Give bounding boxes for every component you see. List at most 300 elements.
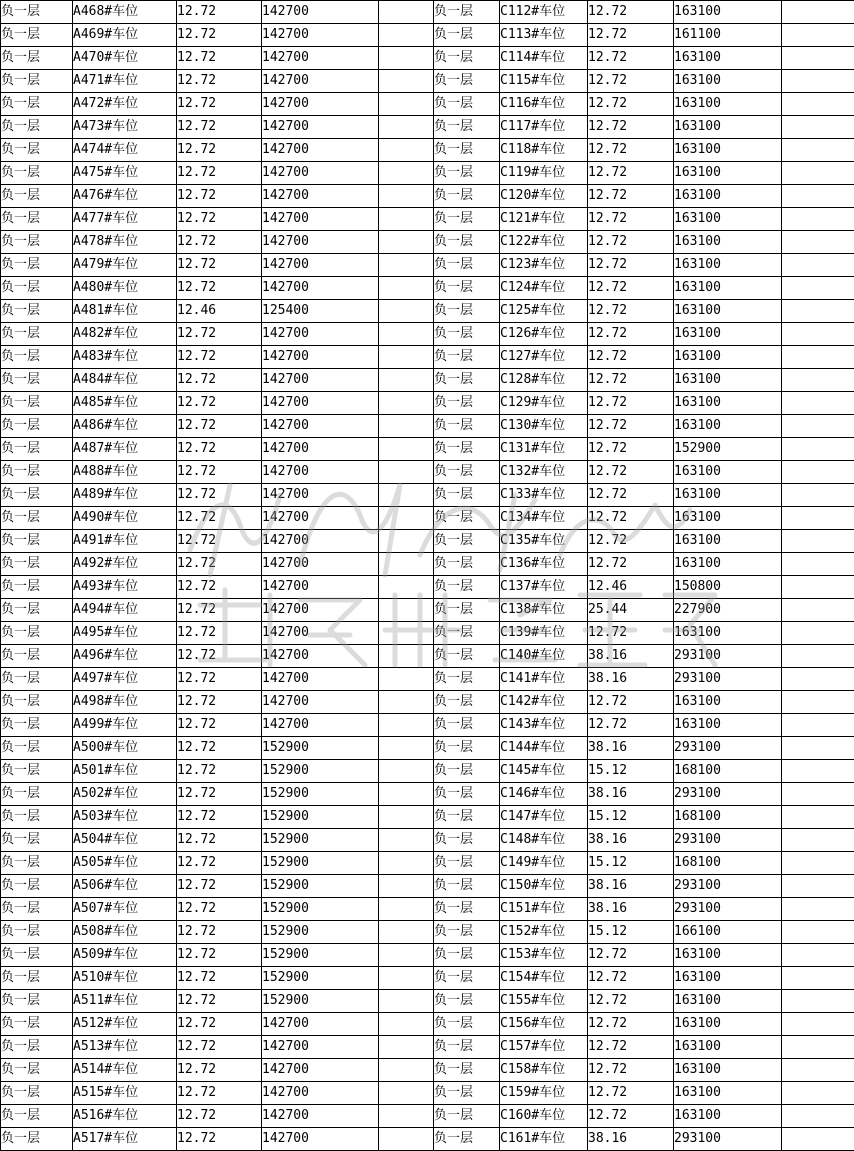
price-cell: 168100	[674, 760, 782, 783]
floor-cell: 负一层	[1, 415, 73, 438]
space-number-cell: C117#车位	[500, 116, 588, 139]
space-number-cell: A504#车位	[73, 829, 177, 852]
floor-cell: 负一层	[434, 162, 500, 185]
price-cell: 142700	[262, 369, 379, 392]
price-cell: 163100	[674, 300, 782, 323]
area-cell: 12.72	[177, 438, 262, 461]
blank-cell	[782, 1105, 854, 1128]
table-row	[1, 1013, 854, 1036]
area-cell: 12.72	[588, 461, 674, 484]
blank-cell	[379, 277, 434, 300]
area-cell: 12.72	[177, 139, 262, 162]
area-cell: 38.16	[588, 645, 674, 668]
area-cell: 12.72	[177, 668, 262, 691]
price-cell: 142700	[262, 714, 379, 737]
table-row	[1, 622, 854, 645]
blank-cell	[379, 1, 434, 24]
space-number-cell: C134#车位	[500, 507, 588, 530]
price-cell: 152900	[262, 760, 379, 783]
price-cell: 142700	[262, 231, 379, 254]
table-row	[1, 346, 854, 369]
area-cell: 12.72	[177, 507, 262, 530]
area-cell: 12.72	[177, 1082, 262, 1105]
floor-cell: 负一层	[434, 438, 500, 461]
floor-cell: 负一层	[434, 300, 500, 323]
blank-cell	[379, 438, 434, 461]
area-cell: 12.72	[588, 1059, 674, 1082]
space-number-cell: A478#车位	[73, 231, 177, 254]
space-number-cell: A470#车位	[73, 47, 177, 70]
floor-cell: 负一层	[434, 760, 500, 783]
floor-cell: 负一层	[1, 70, 73, 93]
floor-cell: 负一层	[1, 1013, 73, 1036]
space-number-cell: A480#车位	[73, 277, 177, 300]
area-cell: 12.72	[588, 438, 674, 461]
area-cell: 12.72	[588, 944, 674, 967]
table-row	[1, 760, 854, 783]
area-cell: 12.72	[588, 530, 674, 553]
price-cell: 142700	[262, 461, 379, 484]
floor-cell: 负一层	[1, 392, 73, 415]
floor-cell: 负一层	[1, 93, 73, 116]
price-cell: 163100	[674, 346, 782, 369]
space-number-cell: C138#车位	[500, 599, 588, 622]
price-cell: 161100	[674, 24, 782, 47]
floor-cell: 负一层	[1, 1, 73, 24]
space-number-cell: A487#车位	[73, 438, 177, 461]
space-number-cell: A492#车位	[73, 553, 177, 576]
blank-cell	[379, 806, 434, 829]
blank-cell	[782, 369, 854, 392]
price-cell: 150800	[674, 576, 782, 599]
table-row	[1, 576, 854, 599]
floor-cell: 负一层	[1, 576, 73, 599]
floor-cell: 负一层	[434, 783, 500, 806]
price-cell: 142700	[262, 415, 379, 438]
area-cell: 12.72	[588, 185, 674, 208]
blank-cell	[379, 185, 434, 208]
space-number-cell: C161#车位	[500, 1128, 588, 1151]
area-cell: 12.72	[177, 231, 262, 254]
area-cell: 38.16	[588, 1128, 674, 1151]
table-row	[1, 691, 854, 714]
area-cell: 12.72	[588, 1105, 674, 1128]
space-number-cell: C154#车位	[500, 967, 588, 990]
area-cell: 12.72	[177, 990, 262, 1013]
space-number-cell: A495#车位	[73, 622, 177, 645]
space-number-cell: A496#车位	[73, 645, 177, 668]
price-cell: 142700	[262, 346, 379, 369]
blank-cell	[379, 1082, 434, 1105]
price-cell: 163100	[674, 1036, 782, 1059]
price-cell: 142700	[262, 622, 379, 645]
floor-cell: 负一层	[1, 277, 73, 300]
price-cell: 142700	[262, 24, 379, 47]
floor-cell: 负一层	[1, 599, 73, 622]
space-number-cell: A482#车位	[73, 323, 177, 346]
price-cell: 163100	[674, 530, 782, 553]
price-cell: 152900	[262, 967, 379, 990]
floor-cell: 负一层	[434, 70, 500, 93]
space-number-cell: A489#车位	[73, 484, 177, 507]
space-number-cell: C128#车位	[500, 369, 588, 392]
floor-cell: 负一层	[434, 277, 500, 300]
space-number-cell: C156#车位	[500, 1013, 588, 1036]
price-cell: 163100	[674, 1013, 782, 1036]
table-row	[1, 875, 854, 898]
price-cell: 142700	[262, 1, 379, 24]
price-cell: 163100	[674, 231, 782, 254]
space-number-cell: C119#车位	[500, 162, 588, 185]
floor-cell: 负一层	[434, 530, 500, 553]
area-cell: 12.46	[177, 300, 262, 323]
table-row	[1, 461, 854, 484]
blank-cell	[782, 530, 854, 553]
blank-cell	[379, 415, 434, 438]
table-row	[1, 530, 854, 553]
floor-cell: 负一层	[1, 668, 73, 691]
blank-cell	[379, 254, 434, 277]
floor-cell: 负一层	[434, 24, 500, 47]
area-cell: 12.72	[177, 323, 262, 346]
space-number-cell: A494#车位	[73, 599, 177, 622]
floor-cell: 负一层	[434, 852, 500, 875]
space-number-cell: C153#车位	[500, 944, 588, 967]
blank-cell	[379, 898, 434, 921]
space-number-cell: A479#车位	[73, 254, 177, 277]
area-cell: 12.72	[588, 93, 674, 116]
price-cell: 142700	[262, 530, 379, 553]
blank-cell	[782, 783, 854, 806]
blank-cell	[782, 70, 854, 93]
blank-cell	[782, 737, 854, 760]
space-number-cell: C124#车位	[500, 277, 588, 300]
floor-cell: 负一层	[434, 116, 500, 139]
area-cell: 12.72	[588, 47, 674, 70]
space-number-cell: A516#车位	[73, 1105, 177, 1128]
blank-cell	[379, 714, 434, 737]
area-cell: 38.16	[588, 668, 674, 691]
blank-cell	[782, 415, 854, 438]
table-row	[1, 1105, 854, 1128]
blank-cell	[379, 162, 434, 185]
price-cell: 168100	[674, 852, 782, 875]
area-cell: 12.72	[177, 415, 262, 438]
blank-cell	[379, 967, 434, 990]
area-cell: 12.72	[177, 461, 262, 484]
area-cell: 12.72	[177, 714, 262, 737]
table-row	[1, 507, 854, 530]
blank-cell	[379, 369, 434, 392]
floor-cell: 负一层	[1, 944, 73, 967]
price-cell: 142700	[262, 1013, 379, 1036]
floor-cell: 负一层	[434, 1013, 500, 1036]
price-cell: 152900	[262, 829, 379, 852]
blank-cell	[379, 1105, 434, 1128]
floor-cell: 负一层	[434, 323, 500, 346]
blank-cell	[782, 1013, 854, 1036]
space-number-cell: C114#车位	[500, 47, 588, 70]
price-cell: 125400	[262, 300, 379, 323]
blank-cell	[782, 1, 854, 24]
blank-cell	[782, 1059, 854, 1082]
price-cell: 142700	[262, 185, 379, 208]
floor-cell: 负一层	[434, 875, 500, 898]
area-cell: 12.72	[177, 760, 262, 783]
space-number-cell: A498#车位	[73, 691, 177, 714]
blank-cell	[782, 622, 854, 645]
floor-cell: 负一层	[434, 990, 500, 1013]
price-cell: 142700	[262, 668, 379, 691]
table-row	[1, 1, 854, 24]
area-cell: 12.72	[177, 622, 262, 645]
price-cell: 142700	[262, 208, 379, 231]
area-cell: 12.72	[177, 392, 262, 415]
price-cell: 163100	[674, 1082, 782, 1105]
space-number-cell: A475#车位	[73, 162, 177, 185]
blank-cell	[379, 852, 434, 875]
blank-cell	[782, 93, 854, 116]
space-number-cell: C144#车位	[500, 737, 588, 760]
space-number-cell: C155#车位	[500, 990, 588, 1013]
floor-cell: 负一层	[434, 921, 500, 944]
floor-cell: 负一层	[434, 461, 500, 484]
floor-cell: 负一层	[1, 622, 73, 645]
area-cell: 12.72	[588, 346, 674, 369]
price-cell: 293100	[674, 875, 782, 898]
floor-cell: 负一层	[1, 1105, 73, 1128]
floor-cell: 负一层	[434, 139, 500, 162]
area-cell: 12.72	[177, 553, 262, 576]
space-number-cell: C115#车位	[500, 70, 588, 93]
floor-cell: 负一层	[1, 1082, 73, 1105]
space-number-cell: C118#车位	[500, 139, 588, 162]
table-body	[1, 1, 854, 1151]
floor-cell: 负一层	[434, 1082, 500, 1105]
space-number-cell: A517#车位	[73, 1128, 177, 1151]
area-cell: 12.72	[588, 622, 674, 645]
price-cell: 142700	[262, 438, 379, 461]
price-cell: 142700	[262, 507, 379, 530]
blank-cell	[782, 1036, 854, 1059]
floor-cell: 负一层	[1, 990, 73, 1013]
price-cell: 142700	[262, 691, 379, 714]
area-cell: 15.12	[588, 852, 674, 875]
floor-cell: 负一层	[1, 300, 73, 323]
table-row	[1, 484, 854, 507]
floor-cell: 负一层	[1, 645, 73, 668]
blank-cell	[782, 967, 854, 990]
blank-cell	[379, 622, 434, 645]
space-number-cell: C116#车位	[500, 93, 588, 116]
space-number-cell: A511#车位	[73, 990, 177, 1013]
price-cell: 152900	[262, 875, 379, 898]
space-number-cell: A485#车位	[73, 392, 177, 415]
area-cell: 12.72	[588, 162, 674, 185]
area-cell: 12.72	[588, 714, 674, 737]
table-row	[1, 208, 854, 231]
price-cell: 152900	[262, 806, 379, 829]
space-number-cell: C145#车位	[500, 760, 588, 783]
blank-cell	[782, 438, 854, 461]
blank-cell	[379, 139, 434, 162]
floor-cell: 负一层	[434, 369, 500, 392]
floor-cell: 负一层	[1, 323, 73, 346]
price-cell: 163100	[674, 323, 782, 346]
area-cell: 12.72	[177, 921, 262, 944]
price-cell: 142700	[262, 484, 379, 507]
price-cell: 163100	[674, 185, 782, 208]
floor-cell: 负一层	[1, 737, 73, 760]
space-number-cell: A493#车位	[73, 576, 177, 599]
area-cell: 12.72	[177, 208, 262, 231]
price-cell: 152900	[262, 737, 379, 760]
floor-cell: 负一层	[434, 507, 500, 530]
table-row	[1, 898, 854, 921]
floor-cell: 负一层	[1, 852, 73, 875]
floor-cell: 负一层	[1, 438, 73, 461]
blank-cell	[379, 70, 434, 93]
area-cell: 12.72	[177, 1013, 262, 1036]
space-number-cell: C135#车位	[500, 530, 588, 553]
area-cell: 12.72	[588, 323, 674, 346]
area-cell: 12.72	[177, 852, 262, 875]
blank-cell	[782, 875, 854, 898]
price-cell: 142700	[262, 162, 379, 185]
floor-cell: 负一层	[434, 967, 500, 990]
space-number-cell: C151#车位	[500, 898, 588, 921]
price-cell: 293100	[674, 898, 782, 921]
space-number-cell: C133#车位	[500, 484, 588, 507]
floor-cell: 负一层	[1, 806, 73, 829]
price-cell: 166100	[674, 921, 782, 944]
blank-cell	[782, 714, 854, 737]
price-cell: 142700	[262, 47, 379, 70]
blank-cell	[379, 507, 434, 530]
table-row	[1, 806, 854, 829]
space-number-cell: A510#车位	[73, 967, 177, 990]
area-cell: 12.72	[177, 185, 262, 208]
floor-cell: 负一层	[434, 346, 500, 369]
area-cell: 12.72	[177, 277, 262, 300]
floor-cell: 负一层	[1, 24, 73, 47]
floor-cell: 负一层	[434, 484, 500, 507]
floor-cell: 负一层	[434, 93, 500, 116]
blank-cell	[379, 47, 434, 70]
area-cell: 12.72	[177, 1036, 262, 1059]
space-number-cell: C129#车位	[500, 392, 588, 415]
area-cell: 12.72	[588, 231, 674, 254]
table-row	[1, 599, 854, 622]
area-cell: 12.72	[177, 369, 262, 392]
table-row	[1, 438, 854, 461]
blank-cell	[379, 392, 434, 415]
table-row	[1, 139, 854, 162]
price-cell: 293100	[674, 737, 782, 760]
space-number-cell: C131#车位	[500, 438, 588, 461]
floor-cell: 负一层	[1, 829, 73, 852]
table-row	[1, 93, 854, 116]
floor-cell: 负一层	[434, 553, 500, 576]
space-number-cell: C139#车位	[500, 622, 588, 645]
blank-cell	[379, 1059, 434, 1082]
blank-cell	[782, 944, 854, 967]
price-cell: 163100	[674, 691, 782, 714]
blank-cell	[782, 921, 854, 944]
table-row	[1, 254, 854, 277]
space-number-cell: C159#车位	[500, 1082, 588, 1105]
blank-cell	[782, 231, 854, 254]
blank-cell	[782, 898, 854, 921]
area-cell: 12.72	[588, 967, 674, 990]
floor-cell: 负一层	[1, 714, 73, 737]
blank-cell	[782, 507, 854, 530]
floor-cell: 负一层	[434, 231, 500, 254]
floor-cell: 负一层	[434, 47, 500, 70]
blank-cell	[379, 783, 434, 806]
blank-cell	[782, 645, 854, 668]
blank-cell	[782, 806, 854, 829]
blank-cell	[379, 737, 434, 760]
area-cell: 12.72	[177, 47, 262, 70]
floor-cell: 负一层	[1, 116, 73, 139]
floor-cell: 负一层	[434, 829, 500, 852]
blank-cell	[379, 829, 434, 852]
area-cell: 12.72	[588, 1082, 674, 1105]
space-number-cell: C126#车位	[500, 323, 588, 346]
floor-cell: 负一层	[434, 599, 500, 622]
table-row	[1, 921, 854, 944]
space-number-cell: A472#车位	[73, 93, 177, 116]
table-row	[1, 24, 854, 47]
area-cell: 12.72	[588, 139, 674, 162]
floor-cell: 负一层	[434, 898, 500, 921]
floor-cell: 负一层	[1, 1036, 73, 1059]
price-cell: 293100	[674, 783, 782, 806]
table-row	[1, 231, 854, 254]
blank-cell	[379, 93, 434, 116]
price-cell: 163100	[674, 507, 782, 530]
area-cell: 12.72	[177, 530, 262, 553]
price-cell: 163100	[674, 714, 782, 737]
floor-cell: 负一层	[1, 231, 73, 254]
blank-cell	[782, 254, 854, 277]
blank-cell	[379, 990, 434, 1013]
table-row	[1, 852, 854, 875]
area-cell: 12.72	[177, 1105, 262, 1128]
table-row	[1, 47, 854, 70]
blank-cell	[379, 944, 434, 967]
space-number-cell: C121#车位	[500, 208, 588, 231]
price-cell: 142700	[262, 1036, 379, 1059]
price-cell: 163100	[674, 990, 782, 1013]
blank-cell	[379, 300, 434, 323]
area-cell: 12.72	[588, 553, 674, 576]
blank-cell	[379, 1013, 434, 1036]
blank-cell	[782, 24, 854, 47]
blank-cell	[782, 691, 854, 714]
area-cell: 12.72	[177, 783, 262, 806]
area-cell: 12.72	[177, 737, 262, 760]
floor-cell: 负一层	[1, 369, 73, 392]
space-number-cell: A500#车位	[73, 737, 177, 760]
space-number-cell: A490#车位	[73, 507, 177, 530]
space-number-cell: C160#车位	[500, 1105, 588, 1128]
floor-cell: 负一层	[1, 162, 73, 185]
blank-cell	[782, 990, 854, 1013]
floor-cell: 负一层	[1, 1128, 73, 1151]
space-number-cell: A469#车位	[73, 24, 177, 47]
